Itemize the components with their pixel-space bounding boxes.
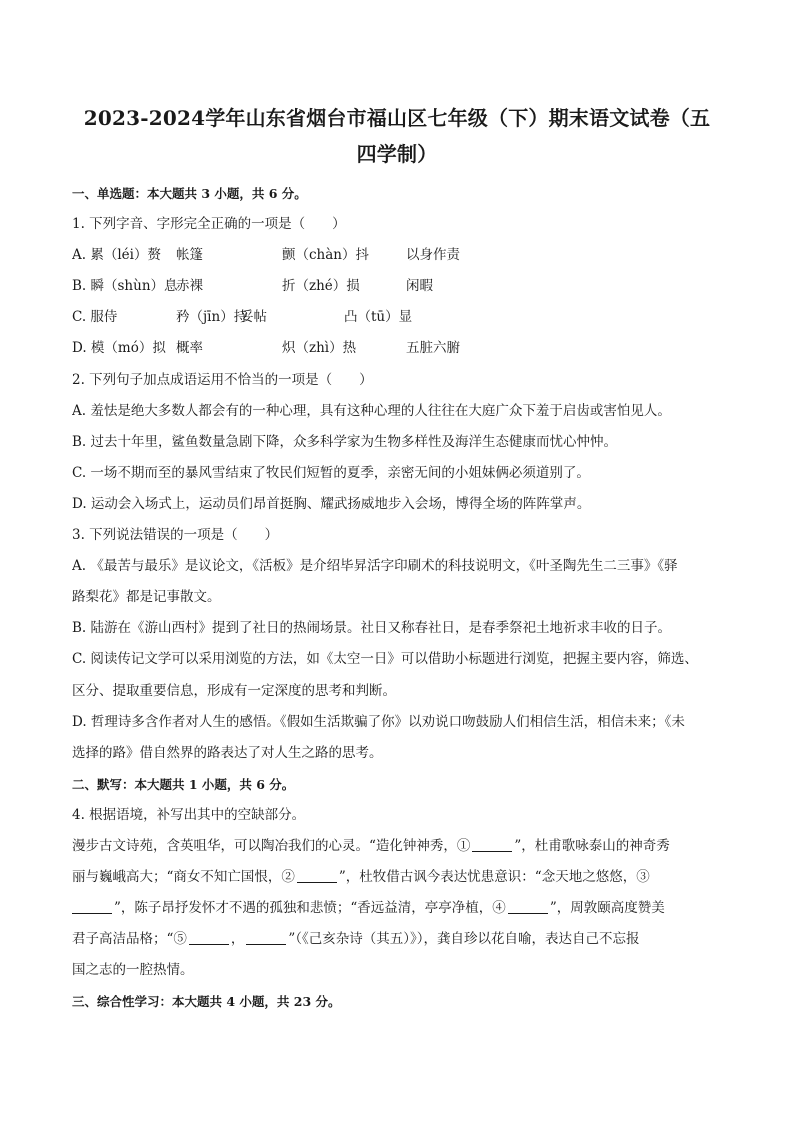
exam-title [70,100,724,172]
q4-stem: 4. 根据语境，补写出其中的空缺部分。 [72,806,306,823]
q4-text-line-3: ”，陈子昂抒发怀才不遇的孤独和悲愤；“香远益清，亭亭净植，④ ”，周敦颐高度赞美 [72,893,724,924]
q1-option-c: C. 服侍 矜（jīn）持妥帖 凸（tū）显 [72,309,413,326]
q2-option-b: B. 过去十年里，鲨鱼数量急剧下降，众多科学家为生物多样性及海洋生态健康而忧心忡忡。 [72,433,618,450]
q1-option-d: D. 模（mó）拟 概率 炽（zhì）热 五脏六腑 [72,340,460,357]
exam-content [72,178,724,1018]
q2-stem: 2. 下列句子加点成语运用不恰当的一项是（ ） [72,371,373,388]
section-1-heading: 一、单选题：本大题共 3 小题，共 6 分。 [72,186,307,201]
q3-stem: 3. 下列说法错误的一项是（ ） [72,527,279,544]
answer-blank-5a[interactable] [189,928,229,945]
q1-option-b: B. 瞬（shùn）息赤裸 折（zhé）损 闲暇 [72,278,433,295]
q3-option-d-line-1: D. 哲理诗多含作者对人生的感悟。《假如生活欺骗了你》以劝说口吻鼓励人们相信生活，相信未来；《未 [72,713,685,730]
q3-option-b: B. 陆游在《游山西村》提到了社日的热闹场景。社日又称春社日，是春季祭祀土地祈求丰收的日子。 [72,620,672,637]
section-2-heading: 二、默写：本大题共 1 小题，共 6 分。 [72,776,295,792]
answer-blank-4[interactable] [508,897,548,914]
q4-text-line-4: 君子高洁品格；“⑤ ， ”（《己亥杂诗（其五）》），龚自珍以花自喻，表达自己不忘报 [72,924,724,955]
q1-stem: 1. 下列字音、字形完全正确的一项是（ ） [72,216,346,233]
q4-text-line-5: 国之志的一腔热情。 [72,962,194,979]
q3-option-c-line-2: 区分、提取重要信息，形成有一定深度的思考和判断。 [72,682,396,699]
q1-option-a: A. 累（léi）赘 帐篷 颤（chàn）抖 以身作责 [72,247,460,264]
q4-text-line-1: 漫步古文诗苑，含英咀华，可以陶冶我们的心灵。“造化钟神秀，① ”，杜甫歌咏泰山的神奇秀 [72,831,724,862]
section-3-heading: 三、综合性学习：本大题共 4 小题，共 23 分。 [72,994,341,1010]
q3-option-c-line-1: C. 阅读传记文学可以采用浏览的方法，如《太空一日》可以借助小标题进行浏览，把握主要内容，筛选、 [72,651,698,668]
answer-blank-3[interactable] [72,897,112,914]
q2-option-c: C. 一场不期而至的暴风雪结束了牧民们短暂的夏季，亲密无间的小姐妹俩必须道别了。 [72,464,590,481]
q2-option-a: A. 羞怯是绝大多数人都会有的一种心理，具有这种心理的人往往在大庭广众下羞于启齿或害怕见人。 [72,402,671,419]
q3-option-a-line-1: A. 《最苦与最乐》是议论文，《活板》是介绍毕昇活字印刷术的科技说明文，《叶圣陶先生二三事》《驿 [72,558,678,575]
title-line-1: 2023-2024学年山东省烟台市福山区七年级（下）期末语文试卷（五 [83,106,711,130]
answer-blank-2[interactable] [297,866,337,883]
q2-option-d: D. 运动会入场式上，运动员们昂首挺胸、耀武扬威地步入会场，博得全场的阵阵掌声。 [72,495,591,512]
q3-option-a-line-2: 路梨花》都是记事散文。 [72,589,221,606]
title-line-2: 四学制） [356,142,438,166]
answer-blank-5b[interactable] [246,928,286,945]
q3-option-d-line-2: 选择的路》借自然界的路表达了对人生之路的思考。 [72,744,383,761]
q4-text-line-2: 丽与巍峨高大；“商女不知亡国恨，② ”，杜牧借古讽今表达忧患意识：“念天地之悠悠，③ [72,862,724,893]
answer-blank-1[interactable] [472,835,512,852]
